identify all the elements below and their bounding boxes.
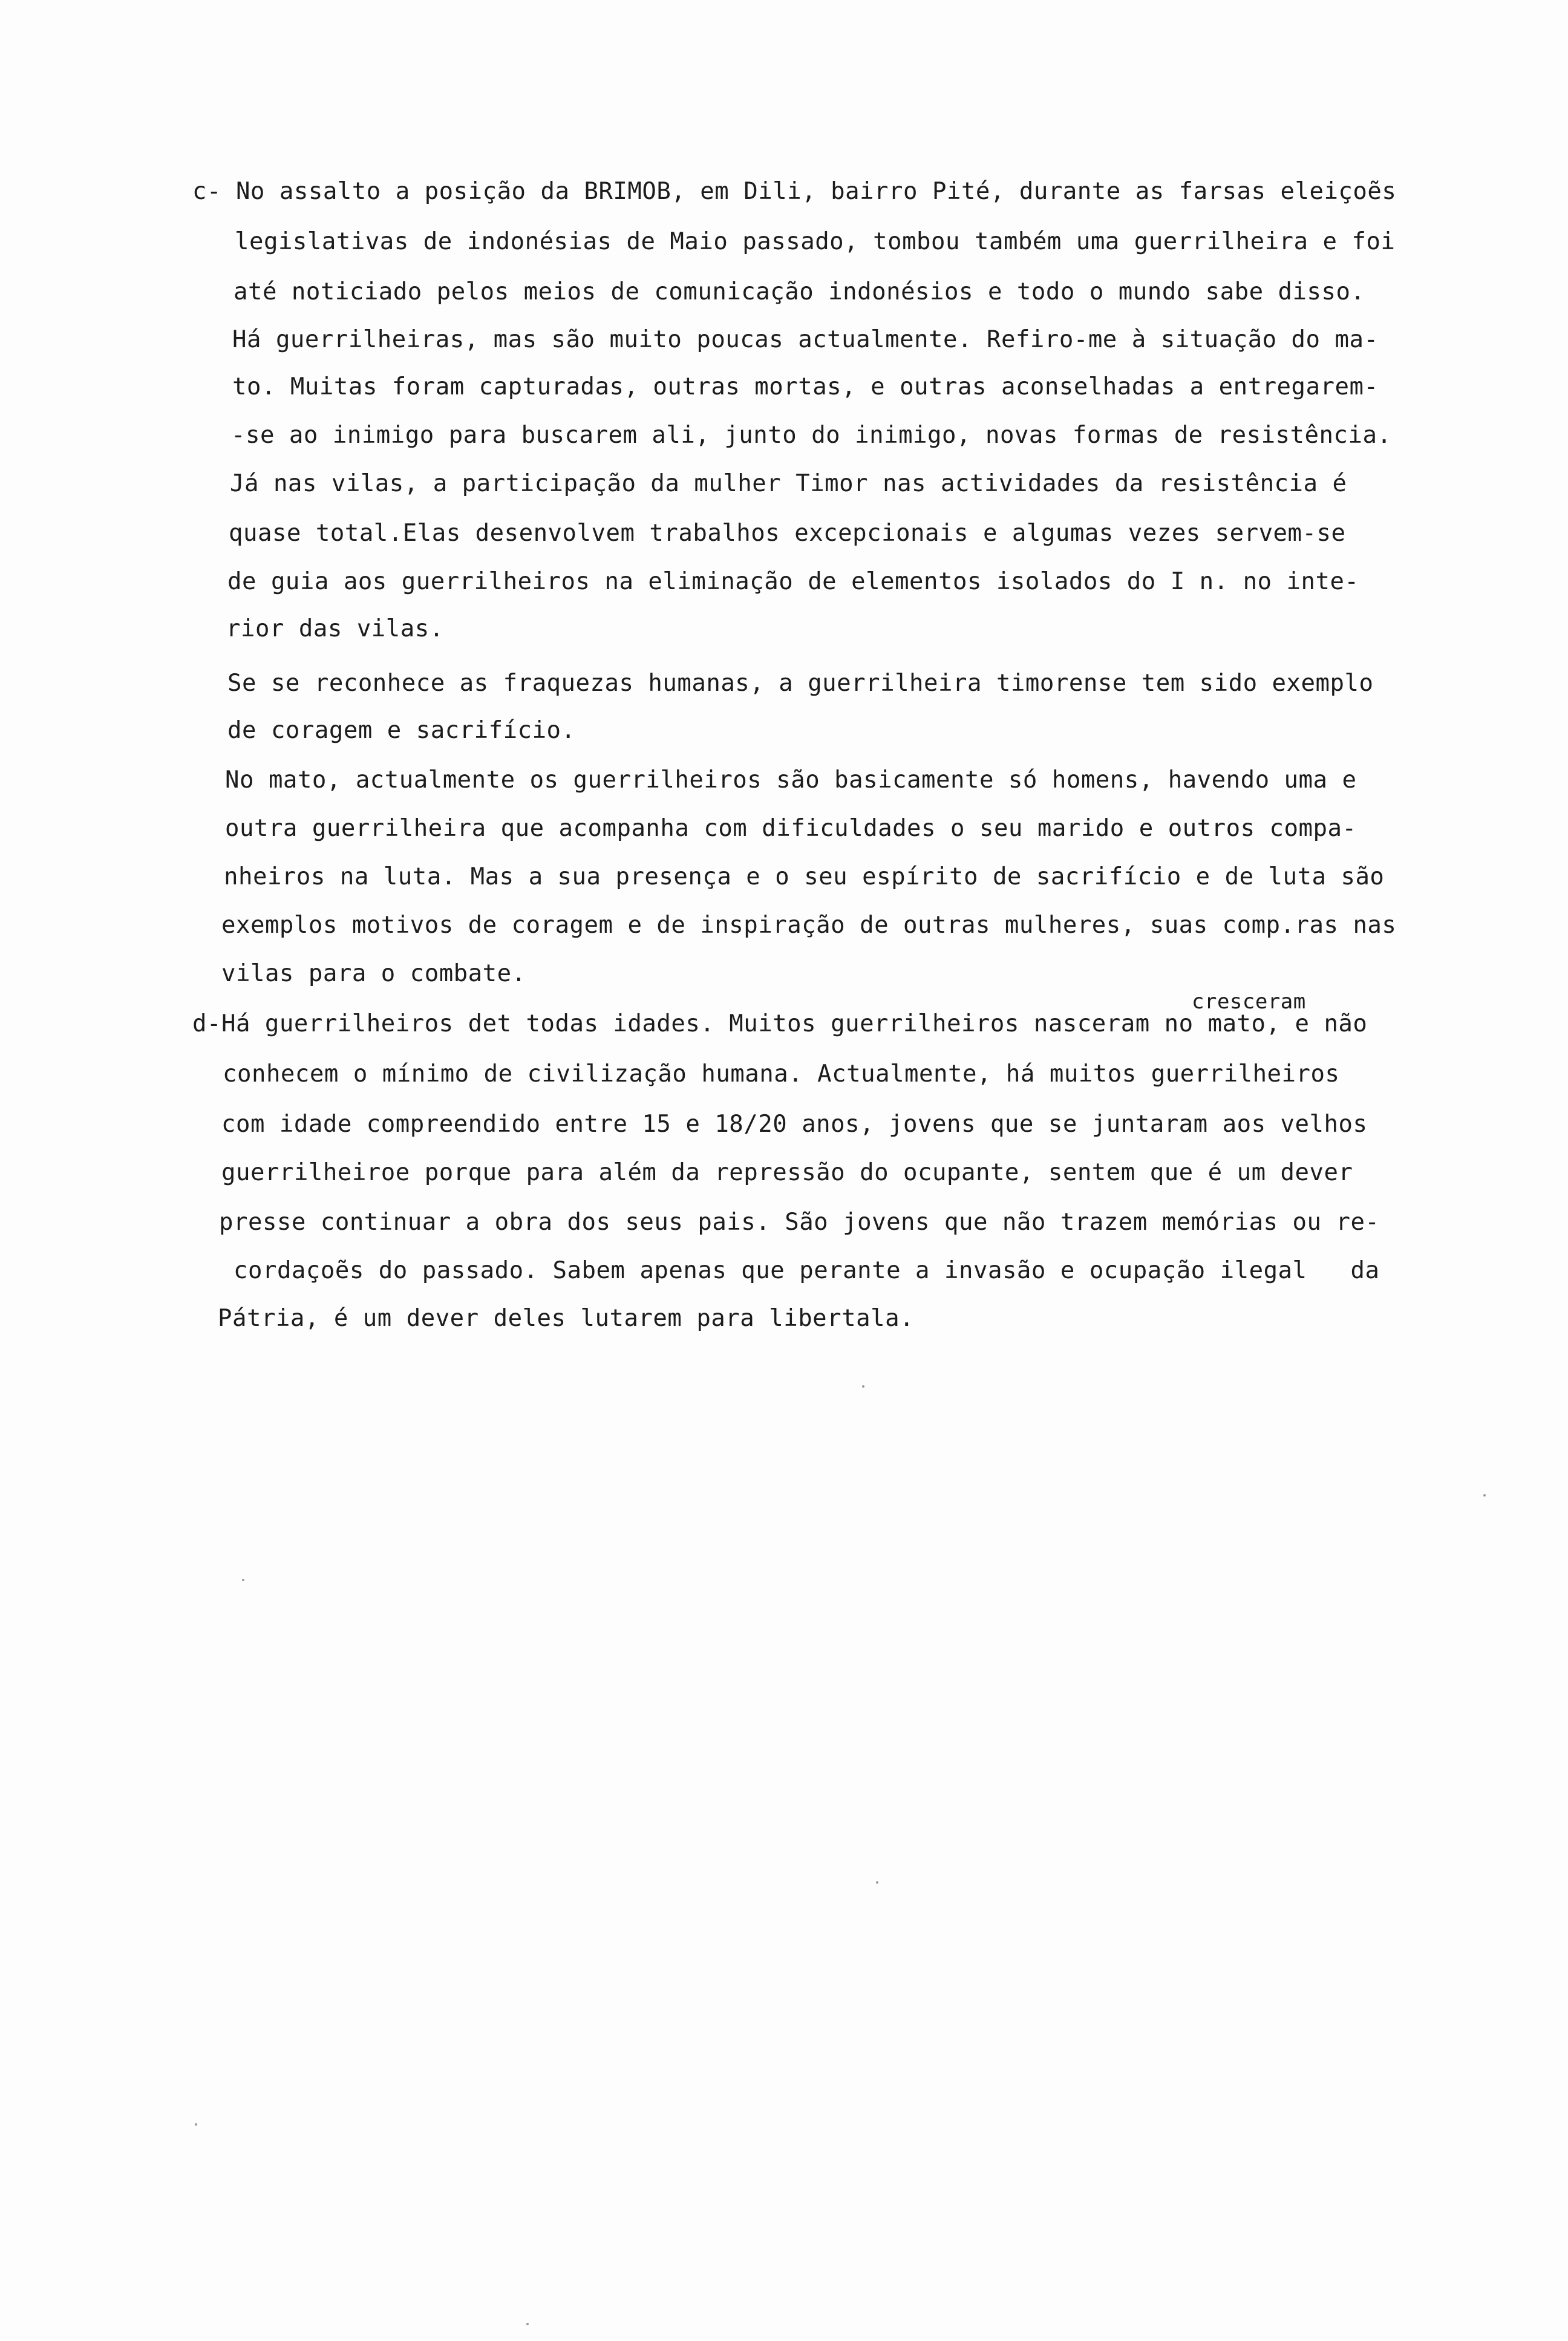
paragraph-c-line: de guia aos guerrilheiros na eliminação de elementos isolados do I n. no inte-	[227, 568, 1359, 595]
paragraph-d-line: presse continuar a obra dos seus pais. São jovens que não trazem memórias ou re-	[219, 1209, 1380, 1236]
paragraph-c-line: outra guerrilheira que acompanha com dificuldades o seu marido e outros compa-	[225, 815, 1357, 842]
paragraph-c-line: Se se reconhece as fraquezas humanas, a guerrilheira timorense tem sido exemplo	[227, 670, 1374, 697]
paragraph-d-line: com idade compreendido entre 15 e 18/20 anos, jovens que se juntaram aos velhos	[221, 1111, 1368, 1138]
paragraph-d-line: Pátria, é um dever deles lutarem para libertala.	[218, 1305, 915, 1332]
paragraph-c-line: -se ao inimigo para buscarem ali, junto do inimigo, novas formas de resistência.	[231, 422, 1392, 449]
scan-speck	[526, 2323, 529, 2325]
paragraph-c-line: até noticiado pelos meios de comunicação indonésios e todo o mundo sabe disso.	[234, 278, 1365, 305]
paragraph-d-line: guerrilheiroe porque para além da repressão do ocupante, sentem que é um dever	[221, 1159, 1353, 1186]
paragraph-c-line: de coragem e sacrifício.	[227, 717, 576, 744]
paragraph-c-line: c- No assalto a posição da BRIMOB, em Dili, bairro Pité, durante as farsas eleiçoẽs	[192, 178, 1397, 205]
scan-speck	[1483, 1494, 1486, 1497]
paragraph-c-line: vilas para o combate.	[221, 960, 526, 987]
scan-speck	[862, 1385, 864, 1388]
paragraph-c-line: No mato, actualmente os guerrilheiros são basicamente só homens, havendo uma e	[225, 766, 1357, 794]
paragraph-d-line: conhecem o mínimo de civilização humana. Actualmente, há muitos guerrilheiros	[223, 1060, 1340, 1088]
scan-speck	[242, 1579, 244, 1581]
scan-speck	[876, 1881, 878, 1884]
paragraph-c-line: exemplos motivos de coragem e de inspiração de outras mulheres, suas comp.ras nas	[221, 912, 1397, 939]
paragraph-c-line: nheiros na luta. Mas a sua presença e o seu espírito de sacrifício e de luta são	[224, 863, 1385, 890]
paragraph-d-insertion: cresceram	[1192, 990, 1306, 1014]
paragraph-c-line: legislativas de indonésias de Maio passado, tombou também uma guerrilheira e foi	[235, 228, 1396, 255]
paragraph-c-line: to. Muitas foram capturadas, outras mortas, e outras aconselhadas a entregarem-	[232, 373, 1379, 400]
scan-speck	[195, 2123, 197, 2126]
paragraph-d-line: cordaçoẽs do passado. Sabem apenas que perante a invasão e ocupação ilegal da	[234, 1257, 1380, 1284]
paragraph-c-line: Já nas vilas, a participação da mulher Timor nas actividades da resistência é	[230, 470, 1347, 497]
paragraph-c-line: quase total.Elas desenvolvem trabalhos excepcionais e algumas vezes servem-se	[229, 520, 1346, 547]
paragraph-d-line: d-Há guerrilheiros det todas idades. Muitos guerrilheiros nasceram no mato, e não	[192, 1010, 1368, 1037]
paragraph-c-line: rior das vilas.	[226, 615, 444, 642]
paragraph-c-line: Há guerrilheiras, mas são muito poucas actualmente. Refiro-me à situação do ma-	[232, 326, 1379, 353]
